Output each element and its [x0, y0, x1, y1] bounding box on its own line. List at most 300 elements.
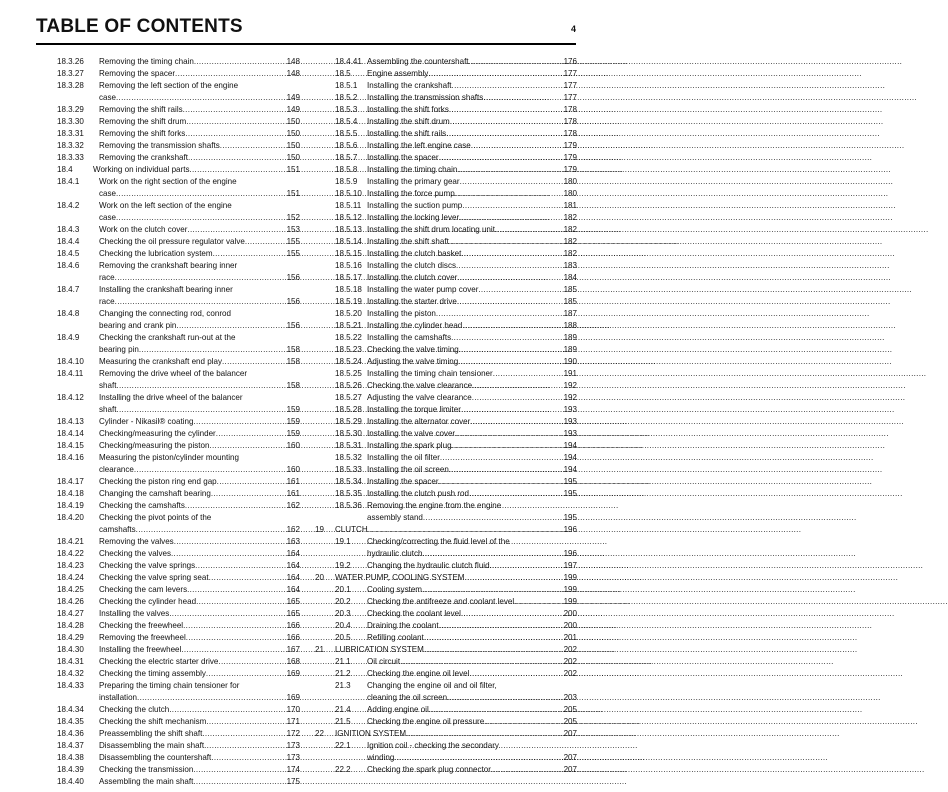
toc-entry-page: 160	[286, 465, 300, 474]
toc-entry[interactable]	[315, 644, 577, 656]
toc-entry-page: 150	[286, 141, 300, 150]
toc-entry[interactable]	[315, 320, 577, 332]
toc-entry[interactable]	[315, 704, 577, 716]
toc-entry-title: hydraulic clutch	[367, 549, 423, 558]
toc-entry[interactable]	[57, 56, 300, 68]
toc-dot-leader	[171, 548, 286, 560]
toc-entry[interactable]	[57, 140, 300, 152]
toc-entry-page: 202	[563, 657, 577, 666]
toc-dot-leader	[490, 560, 563, 572]
toc-entry-title: Installing the shift shaft	[367, 237, 449, 246]
toc-entry-page: 165	[286, 609, 300, 618]
toc-dot-leader	[176, 320, 285, 332]
toc-entry[interactable]	[315, 500, 577, 524]
toc-entry[interactable]	[57, 116, 300, 128]
toc-entry-title: Changing the camshaft bearing	[99, 489, 211, 498]
toc-entry-number: 18.5.24	[335, 357, 362, 366]
toc-entry[interactable]	[57, 716, 300, 728]
toc-dot-leader	[174, 536, 286, 548]
toc-entry[interactable]	[315, 296, 577, 308]
toc-dot-leader	[187, 584, 285, 596]
toc-entry-page: 161	[286, 477, 300, 486]
toc-entry-number: 18.5.30	[335, 429, 362, 438]
toc-entry-number: 18.4.9	[57, 333, 80, 342]
toc-entry[interactable]	[57, 164, 300, 176]
toc-entry-title: Measuring the piston/cylinder mounting	[99, 453, 240, 462]
toc-entry[interactable]	[315, 272, 577, 284]
toc-entry[interactable]	[57, 236, 300, 248]
toc-entry-number: 18.4.40	[57, 777, 84, 786]
toc-entry-title: Installing the spark plug	[367, 441, 452, 450]
toc-entry-title: Installing the valve cover	[367, 429, 456, 438]
toc-entry[interactable]	[315, 140, 577, 152]
toc-entry-number: 18.4.28	[57, 621, 84, 630]
toc-entry[interactable]	[315, 68, 577, 80]
toc-entry[interactable]	[315, 440, 577, 452]
toc-dot-leader	[429, 704, 563, 716]
toc-dot-leader	[462, 200, 562, 212]
toc-entry[interactable]	[315, 176, 577, 188]
toc-entry-title: Checking the cam levers	[99, 585, 188, 594]
toc-entry-number: 18.5.12	[335, 213, 362, 222]
toc-entry-number: 21.4	[335, 705, 351, 714]
toc-dot-leader	[449, 464, 563, 476]
toc-entry[interactable]	[57, 152, 300, 164]
toc-entry[interactable]	[57, 728, 300, 740]
toc-entry-title: Checking the coolant level	[367, 609, 461, 618]
toc-dot-leader	[446, 128, 562, 140]
toc-entry-page: 164	[286, 585, 300, 594]
toc-entry-title: Removing the transmission shafts	[99, 141, 220, 150]
toc-entry-page: 178	[563, 129, 577, 138]
toc-entry-title: Assembling the main shaft	[99, 777, 194, 786]
toc-entry[interactable]	[315, 740, 577, 764]
toc-entry[interactable]	[57, 308, 300, 332]
toc-entry-title: Removing the drive wheel of the balancer	[99, 369, 248, 378]
toc-dot-leader	[186, 116, 285, 128]
toc-entry[interactable]	[315, 428, 577, 440]
toc-dot-leader	[461, 404, 563, 416]
toc-entry-title: bearing and crank pin	[99, 321, 177, 330]
toc-entry-title: WATER PUMP, COOLING SYSTEM	[335, 573, 465, 582]
page-title: TABLE OF CONTENTS	[36, 16, 243, 37]
toc-entry[interactable]	[57, 704, 300, 716]
toc-entry-number: 18.4.1	[57, 177, 80, 186]
toc-entry[interactable]	[57, 392, 300, 416]
toc-dot-leader	[478, 284, 562, 296]
toc-entry-number: 20.2	[335, 597, 351, 606]
toc-entry[interactable]	[315, 188, 577, 200]
toc-entry-title: Removing the freewheel	[99, 633, 186, 642]
toc-dot-leader	[187, 224, 285, 236]
toc-entry-page: 167	[286, 645, 300, 654]
toc-entry-title: CLUTCH	[335, 525, 368, 534]
toc-entry[interactable]	[315, 584, 577, 596]
toc-entry-title: Cylinder - Nikasil® coating	[99, 417, 194, 426]
toc-dot-leader	[450, 116, 563, 128]
toc-entry-page: 177	[563, 69, 577, 78]
toc-entry[interactable]	[57, 488, 300, 500]
toc-entry[interactable]	[315, 632, 577, 644]
toc-dot-leader	[458, 356, 562, 368]
toc-entry-title: Checking the oil pressure regulator valve	[99, 237, 245, 246]
toc-entry[interactable]	[57, 368, 300, 392]
toc-entry[interactable]	[57, 740, 300, 752]
toc-entry[interactable]	[315, 224, 577, 236]
toc-entry[interactable]	[315, 764, 577, 776]
toc-dot-leader	[193, 416, 285, 428]
toc-entry-title: camshafts	[99, 525, 136, 534]
toc-entry-title: Cooling system	[367, 585, 423, 594]
toc-entry-title: Draining the coolant	[367, 621, 439, 630]
toc-entry[interactable]	[315, 560, 577, 572]
toc-entry-title: Measuring the crankshaft end play	[99, 357, 223, 366]
toc-entry-page: 201	[563, 633, 577, 642]
toc-entry-page: 150	[286, 129, 300, 138]
toc-entry-title: Removing the crankshaft	[99, 153, 189, 162]
toc-entry-number: 18.5.27	[335, 393, 362, 402]
toc-dot-leader	[116, 404, 285, 416]
toc-dot-leader	[368, 524, 563, 536]
toc-entry-page: 156	[286, 297, 300, 306]
toc-entry[interactable]	[315, 572, 577, 584]
toc-dot-leader	[245, 236, 286, 248]
toc-dot-leader	[422, 548, 562, 560]
toc-entry-number: 21.5	[335, 717, 351, 726]
toc-dot-leader	[452, 440, 563, 452]
toc-entry-page: 155	[286, 249, 300, 258]
toc-entry-page: 193	[563, 417, 577, 426]
toc-entry-title: Installing the piston	[367, 309, 436, 318]
toc-entry[interactable]	[315, 380, 577, 392]
toc-entry[interactable]	[57, 224, 300, 236]
toc-entry-title: winding	[367, 753, 395, 762]
toc-entry-number: 18.4.41	[335, 57, 362, 66]
toc-entry-title: Installing the clutch cover	[367, 273, 458, 282]
toc-entry[interactable]	[315, 332, 577, 344]
toc-entry-title: case	[99, 213, 116, 222]
toc-entry[interactable]	[57, 548, 300, 560]
toc-entry[interactable]	[315, 656, 577, 668]
toc-entry-page: 170	[286, 705, 300, 714]
toc-entry-page: 158	[286, 345, 300, 354]
toc-dot-leader	[183, 620, 285, 632]
toc-entry-page: 197	[563, 561, 577, 570]
toc-entry-title: Checking the timing assembly	[99, 669, 206, 678]
toc-entry-page: 179	[563, 153, 577, 162]
toc-entry-title: Checking/correcting the fluid level of the	[367, 537, 510, 546]
toc-entry-number: 18.5.35	[335, 489, 362, 498]
toc-entry[interactable]	[315, 476, 577, 488]
toc-entry[interactable]	[57, 356, 300, 368]
toc-entry-page: 195	[563, 513, 577, 522]
toc-dot-leader	[457, 164, 562, 176]
toc-entry-number: 18.5.13	[335, 225, 362, 234]
toc-entry[interactable]	[57, 440, 300, 452]
toc-entry-page: 202	[563, 645, 577, 654]
toc-entry[interactable]	[57, 80, 300, 104]
toc-entry[interactable]	[57, 332, 300, 356]
toc-entry[interactable]	[315, 152, 577, 164]
toc-entry-number: 18.4.7	[57, 285, 80, 294]
toc-dot-leader	[465, 572, 563, 584]
toc-entry-number: 18.3.32	[57, 141, 84, 150]
toc-entry[interactable]	[57, 428, 300, 440]
toc-dot-leader	[189, 164, 285, 176]
toc-entry-title: Installing the shift drum	[367, 117, 450, 126]
toc-entry-title: Assembling the countershaft	[367, 57, 469, 66]
toc-entry-title: Work on the right section of the engine	[99, 177, 237, 186]
toc-entry[interactable]	[315, 92, 577, 104]
toc-entry-title: Checking the valve clearance	[367, 381, 473, 390]
toc-entry-title: Installing the starter drive	[367, 297, 457, 306]
toc-entry-number: 18.4.3	[57, 225, 80, 234]
toc-entry-page: 200	[563, 609, 577, 618]
toc-dot-leader	[491, 764, 563, 776]
toc-entry-title: Installing the shift forks	[367, 105, 449, 114]
toc-entry-number: 18.5.18	[335, 285, 362, 294]
toc-entry[interactable]	[315, 80, 577, 92]
toc-entry-page: 196	[563, 549, 577, 558]
toc-entry-page: 165	[286, 597, 300, 606]
toc-entry-number: 18.4.21	[57, 537, 84, 546]
toc-entry-page: 169	[286, 693, 300, 702]
toc-entry[interactable]	[315, 608, 577, 620]
toc-entry[interactable]	[315, 236, 577, 248]
toc-entry-number: 18.4.33	[57, 681, 84, 690]
toc-entry-page: 207	[563, 765, 577, 774]
toc-entry-title: shaft	[99, 405, 117, 414]
toc-dot-leader	[456, 260, 563, 272]
toc-entry-title: Installing the oil screen	[367, 465, 449, 474]
toc-entry-title: Checking the valve springs	[99, 561, 196, 570]
toc-entry-page: 185	[563, 297, 577, 306]
toc-entry[interactable]	[57, 620, 300, 632]
toc-entry[interactable]	[57, 572, 300, 584]
toc-entry[interactable]	[57, 68, 300, 80]
toc-dot-leader	[439, 476, 563, 488]
toc-entry[interactable]	[57, 560, 300, 572]
toc-entry-number: 18.5.5	[335, 129, 358, 138]
toc-entry-number: 18.5.10	[335, 189, 362, 198]
toc-entry-page: 162	[286, 525, 300, 534]
toc-entry-number: 18.5.32	[335, 453, 362, 462]
toc-entry-page: 173	[286, 741, 300, 750]
toc-entry[interactable]	[315, 344, 577, 356]
toc-dot-leader	[471, 140, 563, 152]
toc-entry[interactable]	[57, 512, 300, 536]
toc-entry-title: Adjusting the valve timing	[367, 357, 459, 366]
toc-entry[interactable]	[315, 668, 577, 680]
toc-entry[interactable]	[315, 524, 577, 536]
toc-entry-number: 18.4.38	[57, 753, 84, 762]
toc-entry[interactable]	[57, 608, 300, 620]
toc-entry[interactable]	[315, 680, 577, 704]
toc-entry-number: 18.4.20	[57, 513, 84, 522]
toc-entry-title: Adjusting the valve clearance	[367, 393, 472, 402]
toc-entry[interactable]	[315, 404, 577, 416]
toc-entry[interactable]	[315, 260, 577, 272]
toc-entry[interactable]	[315, 716, 577, 728]
toc-entry[interactable]	[57, 260, 300, 284]
toc-dot-leader	[209, 572, 286, 584]
toc-entry-title: Removing the timing chain	[99, 57, 194, 66]
toc-dot-leader	[206, 668, 286, 680]
toc-entry[interactable]	[315, 416, 577, 428]
toc-entry[interactable]	[57, 416, 300, 428]
toc-entry[interactable]	[315, 596, 577, 608]
toc-entry-title: Checking the valves	[99, 549, 172, 558]
toc-entry-number: 18.4.8	[57, 309, 80, 318]
toc-entry-title: Checking the shift mechanism	[99, 717, 207, 726]
toc-entry[interactable]	[57, 248, 300, 260]
toc-entry-number: 18.5.9	[335, 177, 358, 186]
toc-entry-number: 22.1	[335, 741, 351, 750]
toc-entry[interactable]	[315, 116, 577, 128]
toc-entry-title: race	[99, 297, 115, 306]
toc-entry[interactable]	[315, 464, 577, 476]
toc-entry-title: Installing the timing chain tensioner	[367, 369, 493, 378]
toc-entry[interactable]	[315, 200, 577, 212]
toc-entry[interactable]	[57, 632, 300, 644]
toc-entry[interactable]	[315, 212, 577, 224]
toc-entry-page: 195	[563, 477, 577, 486]
toc-entry-number: 22	[315, 729, 324, 738]
toc-entry[interactable]	[57, 764, 300, 776]
toc-entry-title: Changing the hydraulic clutch fluid	[367, 561, 490, 570]
toc-entry-number: 18.3.28	[57, 81, 84, 90]
toc-entry-number: 18.4.35	[57, 717, 84, 726]
toc-entry-page: 205	[563, 717, 577, 726]
toc-entry-title: Installing the torque limiter	[367, 405, 461, 414]
toc-entry-page: 172	[286, 729, 300, 738]
toc-entry-page: 177	[563, 81, 577, 90]
toc-entry[interactable]	[315, 356, 577, 368]
toc-entry[interactable]	[315, 308, 577, 320]
toc-entry-number: 18.4.2	[57, 201, 80, 210]
toc-entry[interactable]	[57, 284, 300, 308]
toc-entry[interactable]	[315, 728, 577, 740]
toc-entry[interactable]	[315, 284, 577, 296]
toc-entry[interactable]	[315, 368, 577, 380]
toc-entry-title: Checking the crankshaft run-out at the	[99, 333, 236, 342]
toc-entry-number: 18.3.33	[57, 153, 84, 162]
toc-dot-leader	[169, 608, 285, 620]
toc-dot-leader	[455, 188, 563, 200]
toc-entry[interactable]	[57, 644, 300, 656]
toc-entry-page: 155	[286, 237, 300, 246]
toc-dot-leader	[116, 212, 286, 224]
toc-entry-number: 18.3.29	[57, 105, 84, 114]
toc-entry-title: Installing the primary gear	[367, 177, 460, 186]
toc-entry-page: 187	[563, 309, 577, 318]
toc-entry-number: 18.5.34	[335, 477, 362, 486]
toc-dot-leader	[493, 368, 563, 380]
toc-entry[interactable]	[57, 104, 300, 116]
toc-dot-leader	[204, 740, 285, 752]
toc-entry[interactable]	[57, 200, 300, 224]
toc-entry[interactable]	[57, 596, 300, 608]
toc-entry[interactable]	[315, 248, 577, 260]
toc-entry-page: 192	[563, 393, 577, 402]
toc-entry-page: 164	[286, 549, 300, 558]
toc-entry-number: 18.4.22	[57, 549, 84, 558]
toc-entry[interactable]	[315, 128, 577, 140]
toc-dot-leader	[484, 716, 562, 728]
toc-dot-leader	[116, 92, 286, 104]
toc-entry-number: 18.5.6	[335, 141, 358, 150]
toc-entry[interactable]	[315, 620, 577, 632]
toc-entry[interactable]	[57, 476, 300, 488]
toc-entry-number: 18.4.5	[57, 249, 80, 258]
toc-entry-title: Checking the valve spring seat	[99, 573, 209, 582]
toc-entry[interactable]	[57, 128, 300, 140]
toc-entry[interactable]	[315, 56, 577, 68]
toc-entry-page: 200	[563, 621, 577, 630]
toc-entry-page: 159	[286, 429, 300, 438]
toc-entry[interactable]	[57, 452, 300, 476]
toc-entry[interactable]	[315, 488, 577, 500]
toc-entry[interactable]	[57, 668, 300, 680]
toc-dot-leader	[193, 764, 285, 776]
toc-entry-page: 193	[563, 405, 577, 414]
toc-entry-number: 18.5.8	[335, 165, 358, 174]
toc-entry[interactable]	[315, 104, 577, 116]
toc-entry-title: Installing the transmission shafts	[367, 93, 484, 102]
toc-entry[interactable]	[57, 656, 300, 668]
toc-dot-leader	[195, 560, 285, 572]
toc-entry-page: 199	[563, 597, 577, 606]
toc-entry[interactable]	[315, 164, 577, 176]
toc-entry[interactable]	[315, 452, 577, 464]
toc-entry[interactable]	[57, 752, 300, 764]
toc-entry[interactable]	[315, 392, 577, 404]
toc-entry-page: 150	[286, 153, 300, 162]
toc-entry-page: 174	[286, 765, 300, 774]
toc-entry-page: 158	[286, 381, 300, 390]
toc-entry-page: 184	[563, 273, 577, 282]
toc-entry-page: 178	[563, 105, 577, 114]
toc-entry-page: 164	[286, 573, 300, 582]
toc-entry-title: clearance	[99, 465, 134, 474]
toc-dot-leader	[188, 152, 286, 164]
toc-entry[interactable]	[315, 536, 577, 560]
toc-entry-page: 181	[563, 201, 577, 210]
toc-entry-page: 182	[563, 225, 577, 234]
toc-entry-title: Disassembling the main shaft	[99, 741, 205, 750]
toc-entry-number: 18.4.39	[57, 765, 84, 774]
toc-entry[interactable]	[57, 776, 300, 788]
toc-entry-number: 18.5	[335, 69, 351, 78]
toc-entry[interactable]	[57, 584, 300, 596]
toc-entry[interactable]	[57, 176, 300, 200]
toc-entry[interactable]	[57, 500, 300, 512]
toc-entry-title: Installing the force pump	[367, 189, 455, 198]
toc-dot-leader	[137, 692, 286, 704]
toc-entry[interactable]	[57, 536, 300, 548]
toc-entry-page: 168	[286, 657, 300, 666]
toc-entry-number: 18.4.10	[57, 357, 84, 366]
toc-entry-title: Checking the antifreeze and coolant level	[367, 597, 515, 606]
toc-dot-leader	[451, 332, 562, 344]
toc-entry-number: 20	[315, 573, 324, 582]
toc-entry-title: Checking the transmission	[99, 765, 194, 774]
toc-entry[interactable]	[57, 680, 300, 704]
toc-entry-title: Removing the left section of the engine	[99, 81, 239, 90]
toc-dot-leader	[469, 56, 563, 68]
toc-dot-leader	[134, 464, 286, 476]
toc-dot-leader	[459, 212, 562, 224]
